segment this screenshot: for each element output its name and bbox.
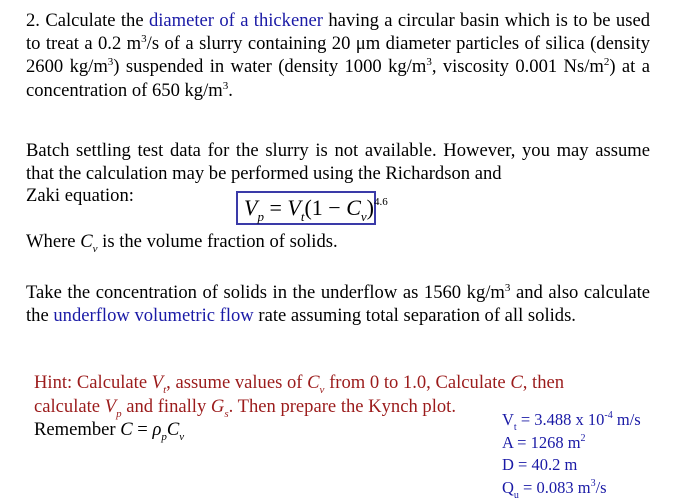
problem-statement: 2. Calculate the diameter of a thickener having a circular basin which is to be used to treat a 0.2 $m^3/s$ of a slurry containing 20 μm diameter particles of silica (density 2600 $kg/m^3$) suspended in water (density 1000 $kg/m^3$, viscosity 0.001 $Ns/m^2$) at a concentration of 650 $kg/m^3$.: [26, 10, 651, 101]
answer-vt: $V_t = 3.488$ x $10^{-4}$ m/s: [502, 410, 641, 433]
answers-block: [502, 409, 641, 499]
highlight-thickener-diameter: diameter of a thickener: [148, 10, 323, 31]
cv-definition: Where $C_v$ is the volume fraction of solids.: [26, 231, 338, 255]
highlight-underflow-volumetric-flow: underflow volumetric flow: [53, 305, 254, 327]
zaki-equation-label: Zaki equation:: [26, 185, 134, 206]
underflow-paragraph: Take the concentration of solids in the underflow as 1560 $kg/m^3$ and also calculate the underflow volumetric flow rate assuming total separation of all solids.: [26, 282, 650, 327]
richardson-zaki-equation: $V_p = V_t(1 - C_v)^{4.6}$: [236, 191, 376, 225]
problem-number: 2.: [26, 10, 40, 31]
hint-line-3: Remember $C = \rho_pC_v$: [34, 419, 185, 443]
answer-diameter: D = 40.2 m: [502, 455, 578, 474]
answer-area: A = 1268 $m^2$: [502, 432, 586, 452]
answer-qu: $Q_u = 0.083$ $m^3/s$: [502, 477, 607, 501]
hint-line-1: Hint: Calculate $V_t$, assume values of $C_v$ from 0 to 1.0, Calculate C, then: [34, 372, 565, 396]
batch-settling-paragraph: Batch settling test data for the slurry is not available. However, you may assume that the calculation may be performed using the Richardson and: [26, 140, 650, 185]
hint-line-2: calculate $V_p$ and finally $G_s$. Then prepare the Kynch plot.: [34, 395, 456, 420]
